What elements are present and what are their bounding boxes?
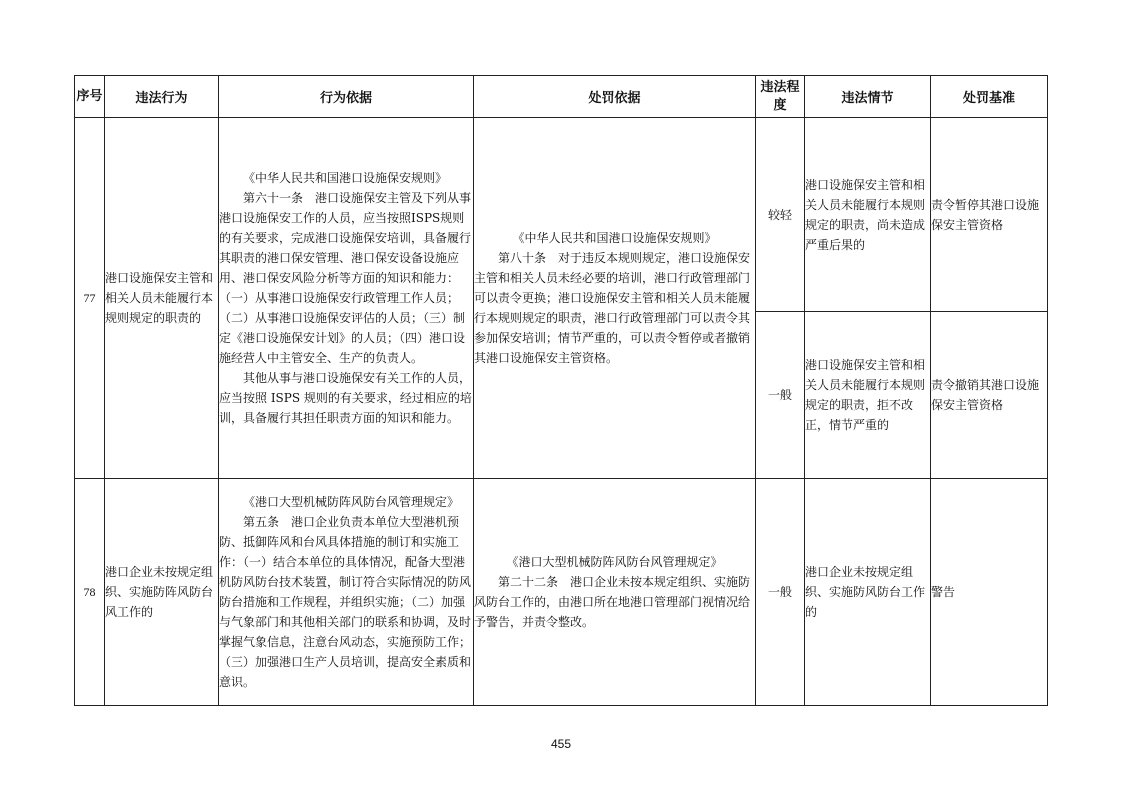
penalty-table [74, 75, 1048, 706]
row-circumstance: 港口设施保安主管和相关人员未能履行本规则规定的职责，尚未造成严重后果的 [805, 118, 931, 312]
row-circumstance: 港口设施保安主管和相关人员未能履行本规则规定的职责，拒不改正，情节严重的 [805, 312, 931, 479]
row-degree: 一般 [756, 479, 805, 706]
header-behavior: 违法行为 [105, 76, 219, 118]
header-standard: 处罚基准 [931, 76, 1048, 118]
row-seq: 78 [75, 479, 105, 706]
penalty-basis-title: 《中华人民共和国港口设施保安规则》 [512, 231, 717, 245]
row-penalty-basis [474, 118, 756, 479]
row-basis [219, 479, 474, 706]
row-standard: 责令暂停其港口设施保安主管资格 [931, 118, 1048, 312]
penalty-basis-title: 《港口大型机械防阵风防台风管理规定》 [506, 555, 723, 569]
row-seq: 77 [75, 118, 105, 479]
table-row [75, 479, 1048, 706]
row-behavior: 港口设施保安主管和相关人员未能履行本规则规定的职责的 [105, 118, 219, 479]
row-standard: 警告 [931, 479, 1048, 706]
penalty-basis-article: 第八十条 对于违反本规则规定，港口设施保安主管和相关人员未经必要的培训，港口行政管理部门可以责令更换；港口设施保安主管和相关人员未能履行本规则规定的职责，港口行政管理部门可以责令其参加保安培训；情节严重的，可以责令暂停或者撤销其港口设施保安主管资格。 [474, 251, 751, 365]
header-basis: 行为依据 [219, 76, 474, 118]
row-basis [219, 118, 474, 479]
row-circumstance: 港口企业未按规定组织、实施防风防台工作的 [805, 479, 931, 706]
header-circumstance: 违法情节 [805, 76, 931, 118]
basis-article: 第六十一条 港口设施保安主管及下列从事港口设施保安工作的人员，应当按照ISPS规则的有关要求，完成港口设施保安培训，具备履行其职责的港口保安管理、港口保安设备设施应用、港口保安风险分析等方面的知识和能力：（一）从事港口设施保安行政管理工作人员；（二）从事港口设施保安评估的人员；（三）制定《港口设施保安计划》的人员；（四）港口设施经营人中主管安全、生产的负责人。 [219, 191, 472, 365]
row-degree: 较轻 [756, 118, 805, 312]
basis-title: 《港口大型机械防阵风防台风管理规定》 [243, 495, 460, 509]
row-behavior: 港口企业未按规定组织、实施防阵风防台风工作的 [105, 479, 219, 706]
row-standard: 责令撤销其港口设施保安主管资格 [931, 312, 1048, 479]
basis-article-extra: 其他从事与港口设施保安有关工作的人员，应当按照 ISPS 规则的有关要求，经过相应的培训，具备履行其担任职责方面的知识和能力。 [219, 371, 472, 425]
page-number: 455 [550, 737, 572, 751]
basis-article: 第五条 港口企业负责本单位大型港机预防、抵御阵风和台风具体措施的制订和实施工作：（一）结合本单位的具体情况，配备大型港机防风防台技术装置，制订符合实际情况的防风防台措施和工作规程，并组织实施；（二）加强与气象部门和其他相关部门的联系和协调，及时掌握气象信息，注意台风动态，实施预防工作；（三）加强港口生产人员培训，提高安全素质和意识。 [219, 515, 472, 689]
penalty-basis-article: 第二十二条 港口企业未按本规定组织、实施防风防台工作的，由港口所在地港口管理部门视情况给予警告，并责令整改。 [474, 575, 751, 629]
basis-title: 《中华人民共和国港口设施保安规则》 [243, 171, 448, 185]
header-penalty-basis: 处罚依据 [474, 76, 756, 118]
header-seq: 序号 [75, 76, 105, 118]
table-row [75, 118, 1048, 312]
header-row [75, 76, 1048, 118]
row-penalty-basis [474, 479, 756, 706]
header-degree: 违法程度 [756, 76, 805, 118]
row-degree: 一般 [756, 312, 805, 479]
